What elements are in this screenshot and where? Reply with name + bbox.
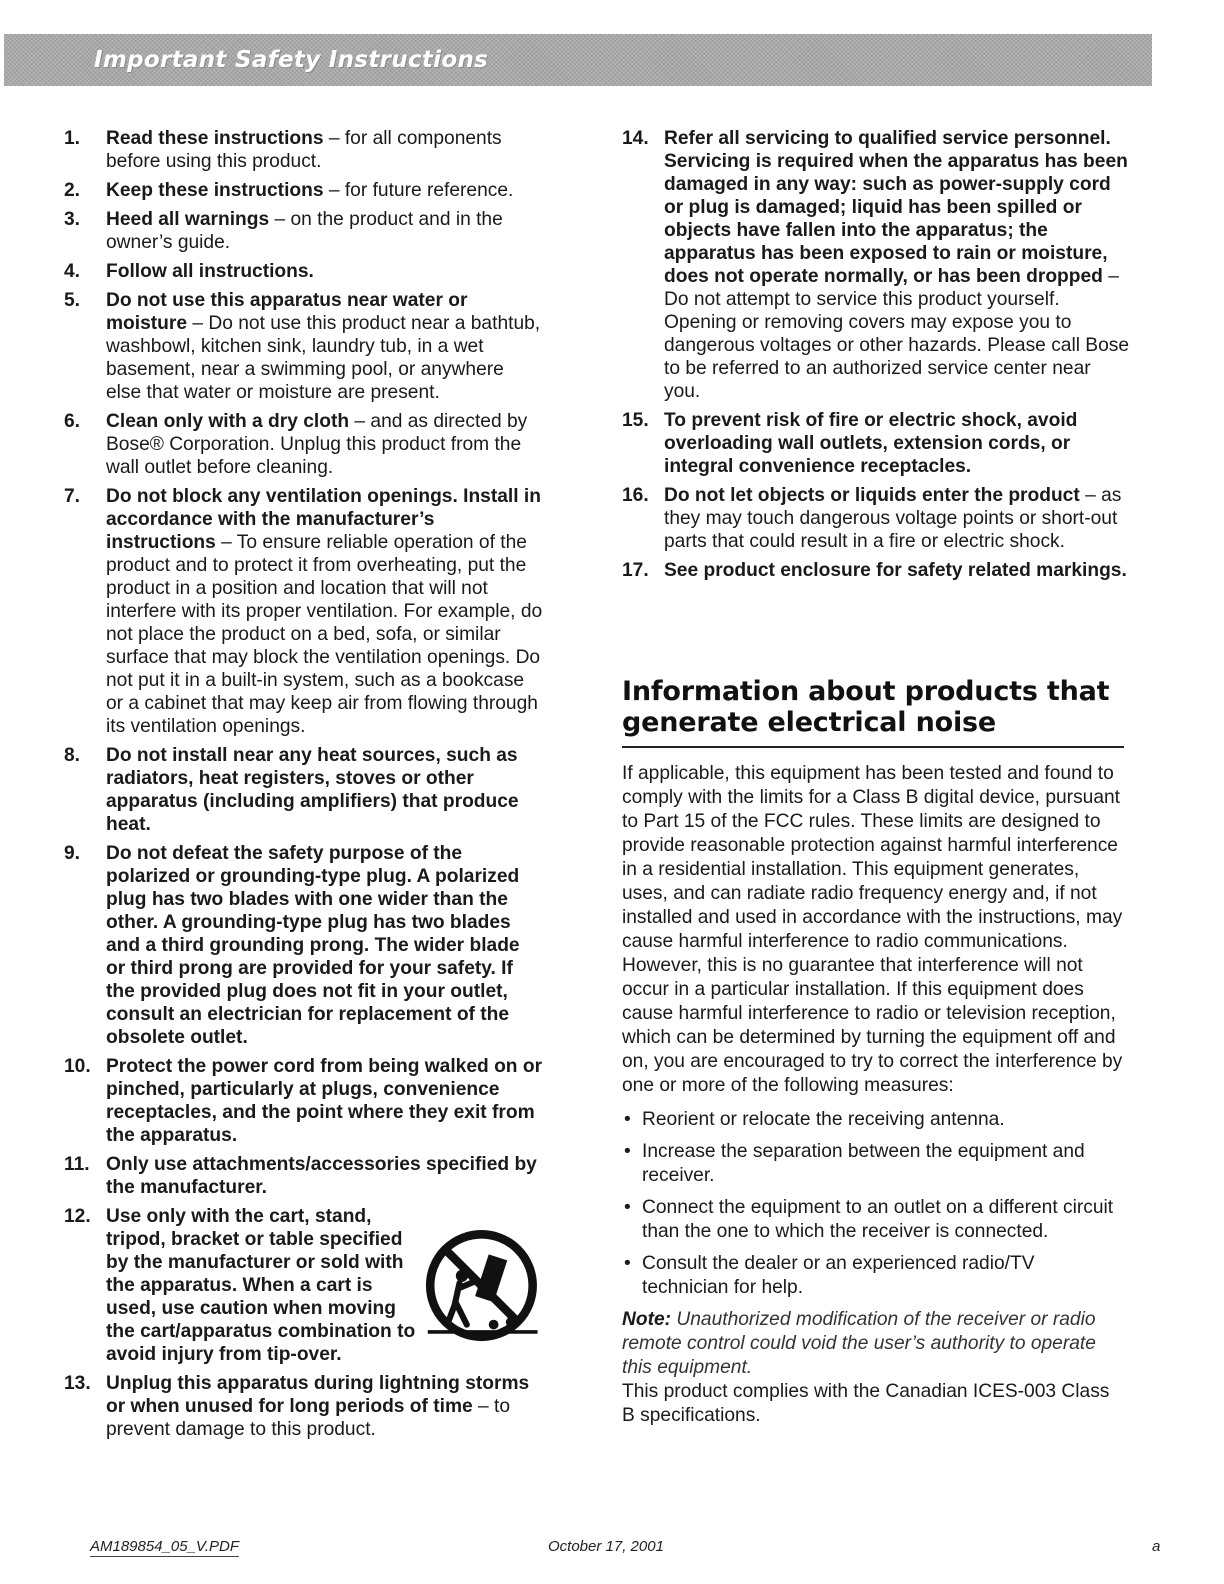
item-number: 14.	[622, 128, 649, 149]
item-heading: See product enclosure for safety related markings.	[664, 560, 1127, 581]
page-title: Important Safety Instructions	[94, 47, 489, 73]
item-heading: Follow all instructions.	[106, 261, 314, 282]
item-number: 1.	[64, 128, 81, 149]
item-body: – for future reference.	[323, 180, 514, 201]
footer-filename: AM189854_05_V.PDF	[90, 1538, 239, 1555]
electrical-noise-section	[622, 676, 1124, 1428]
title-banner	[4, 34, 1152, 86]
item-heading: Do not let objects or liquids enter the product	[664, 485, 1080, 506]
item-number: 11.	[64, 1154, 90, 1175]
footer-date: October 17, 2001	[548, 1538, 664, 1555]
list-item: • Connect the equipment to an outlet on a different circuit than the one to which the receiver is connected.	[624, 1197, 1114, 1242]
footer-page-number: a	[1152, 1538, 1161, 1555]
item-number: 4.	[64, 261, 81, 282]
item-number: 6.	[64, 411, 81, 432]
item-number: 3.	[64, 209, 81, 230]
bullet-icon: •	[624, 1197, 631, 1218]
item-number: 5.	[64, 290, 81, 311]
list-item	[64, 127, 544, 173]
item-body: – Do not attempt to service this product yourself. Opening or removing covers may expose you to dangerous voltages or other hazards. Please call Bose to be referred to an authorized service center near you.	[664, 266, 1130, 402]
note-label: Note:	[622, 1309, 672, 1330]
item-heading: Read these instructions	[106, 128, 324, 149]
item-number: 10.	[64, 1056, 91, 1077]
item-number: 9.	[64, 843, 81, 864]
item-body: – to prevent damage to this product.	[106, 1396, 511, 1440]
bullet-icon: •	[624, 1253, 631, 1274]
item-heading: Do not use this apparatus near water or moisture	[106, 290, 468, 334]
item-heading: Unplug this apparatus during lightning storms or when unused for long periods of time	[106, 1373, 530, 1417]
item-body: – Do not use this product near a bathtub, washbowl, kitchen sink, laundry tub, in a wet basement, near a swimming pool, or anywhere else that water or moisture are present.	[106, 313, 541, 403]
item-number: 16.	[622, 485, 649, 506]
list-item	[622, 127, 1130, 403]
list-item	[64, 410, 544, 479]
list-item	[622, 559, 1130, 582]
item-number: 7.	[64, 486, 81, 507]
note-text: Unauthorized modification of the receiver or radio remote control could void the user’s authority to operate this equipment.	[622, 1309, 1096, 1378]
item-heading: Only use attachments/accessories specified by the manufacturer.	[106, 1154, 537, 1198]
item-heading: Use only with the cart, stand, tripod, bracket or table specified by the manufacturer or sold with the apparatus. When a cart is used, use caution when moving the cart/apparatus combination to avoid injury from tip-over.	[106, 1206, 416, 1365]
safety-list-right	[622, 127, 1130, 582]
list-item: • Consult the dealer or an experienced radio/TV technician for help.	[624, 1253, 1035, 1298]
safety-list-left	[64, 127, 544, 1441]
item-heading: Refer all servicing to qualified service personnel. Servicing is required when the apparatus has been damaged in any way: such as power-supply cord or plug is damaged; liquid has been spilled or objects have fallen into the apparatus; the apparatus has been exposed to rain or moisture, does not operate normally, or has been dropped	[664, 128, 1128, 287]
right-column	[622, 127, 1130, 588]
list-item: • Reorient or relocate the receiving antenna.	[624, 1109, 1005, 1130]
item-number: 2.	[64, 180, 81, 201]
item-number: 17.	[622, 560, 649, 581]
list-item	[64, 1372, 544, 1441]
list-item	[622, 409, 1130, 478]
note	[622, 1308, 1124, 1380]
item-heading: Heed all warnings	[106, 209, 270, 230]
list-item	[64, 260, 544, 283]
item-body: – and as directed by Bose® Corporation. Unplug this product from the wall outlet before cleaning.	[106, 411, 528, 478]
item-heading: Do not install near any heat sources, such as radiators, heat registers, stoves or other apparatus (including amplifiers) that produce heat.	[106, 745, 519, 835]
section-title: Information about products that generate electrical noise	[622, 676, 1110, 738]
item-number: 12.	[64, 1206, 91, 1227]
list-item	[64, 1153, 544, 1199]
section-divider	[622, 746, 1124, 748]
item-heading: Protect the power cord from being walked on or pinched, particularly at plugs, convenience receptacles, and the point where they exit from the apparatus.	[106, 1056, 543, 1146]
item-body: – on the product and in the owner’s guide.	[106, 209, 503, 253]
item-heading: To prevent risk of fire or electric shock, avoid overloading wall outlets, extension cords, or integral convenience receptacles.	[664, 410, 1078, 477]
item-number: 15.	[622, 410, 649, 431]
item-number: 13.	[64, 1373, 91, 1394]
item-body: – as they may touch dangerous voltage points or short-out parts that could result in a fire or electric shock.	[664, 485, 1122, 552]
measures-list	[622, 1108, 1124, 1300]
item-heading: Keep these instructions	[106, 180, 324, 201]
list-item	[64, 842, 544, 1049]
list-item	[64, 485, 544, 738]
item-body: – for all components before using this product.	[106, 128, 502, 172]
list-item	[64, 289, 544, 404]
fcc-paragraph: If applicable, this equipment has been tested and found to comply with the limits for a Class B digital device, pursuant to Part 15 of the FCC rules. These limits are designed to provide reasonable protection against harmful interference in a residential installation. This equipment generates, uses, and can radiate radio frequency energy and, if not installed and used in accordance with the instructions, may cause harmful interference to radio communications. However, this is no guarantee that interference will not occur in a particular installation. If this equipment does cause harmful interference to radio or television reception, which can be determined by turning the equipment off and on, you are encouraged to try to correct the interference by one or more of the following measures:	[622, 763, 1123, 1096]
bullet-icon: •	[624, 1109, 631, 1130]
list-item	[64, 1205, 544, 1366]
left-column	[64, 127, 544, 1447]
item-number: 8.	[64, 745, 81, 766]
list-item	[64, 208, 544, 254]
list-item	[622, 484, 1130, 553]
list-item	[64, 1055, 544, 1147]
bullet-icon: •	[624, 1141, 631, 1162]
list-item: • Increase the separation between the equipment and receiver.	[624, 1141, 1085, 1186]
item-heading: Clean only with a dry cloth	[106, 411, 350, 432]
item-heading: Do not block any ventilation openings. Install in accordance with the manufacturer’s instructions	[106, 486, 541, 553]
cart-tip-over-warning-icon	[418, 1227, 540, 1349]
item-heading: Do not defeat the safety purpose of the polarized or grounding-type plug. A polarized plug has two blades with one wider than the other. A grounding-type plug has two blades and a third grounding prong. The wider blade or third prong are provided for your safety. If the provided plug does not fit in your outlet, consult an electrician for replacement of the obsolete outlet.	[106, 843, 520, 1048]
item-body: – To ensure reliable operation of the product and to protect it from overheating, put the product in a position and location that will not interfere with its proper ventilation. For example, do not place the product on a bed, sofa, or similar surface that may block the ventilation openings. Do not put it in a built-in system, such as a bookcase or a cabinet that may keep air from flowing through its ventilation openings.	[106, 532, 543, 737]
list-item	[64, 179, 544, 202]
list-item	[64, 744, 544, 836]
compliance-statement: This product complies with the Canadian ICES-003 Class B specifications.	[622, 1381, 1110, 1426]
